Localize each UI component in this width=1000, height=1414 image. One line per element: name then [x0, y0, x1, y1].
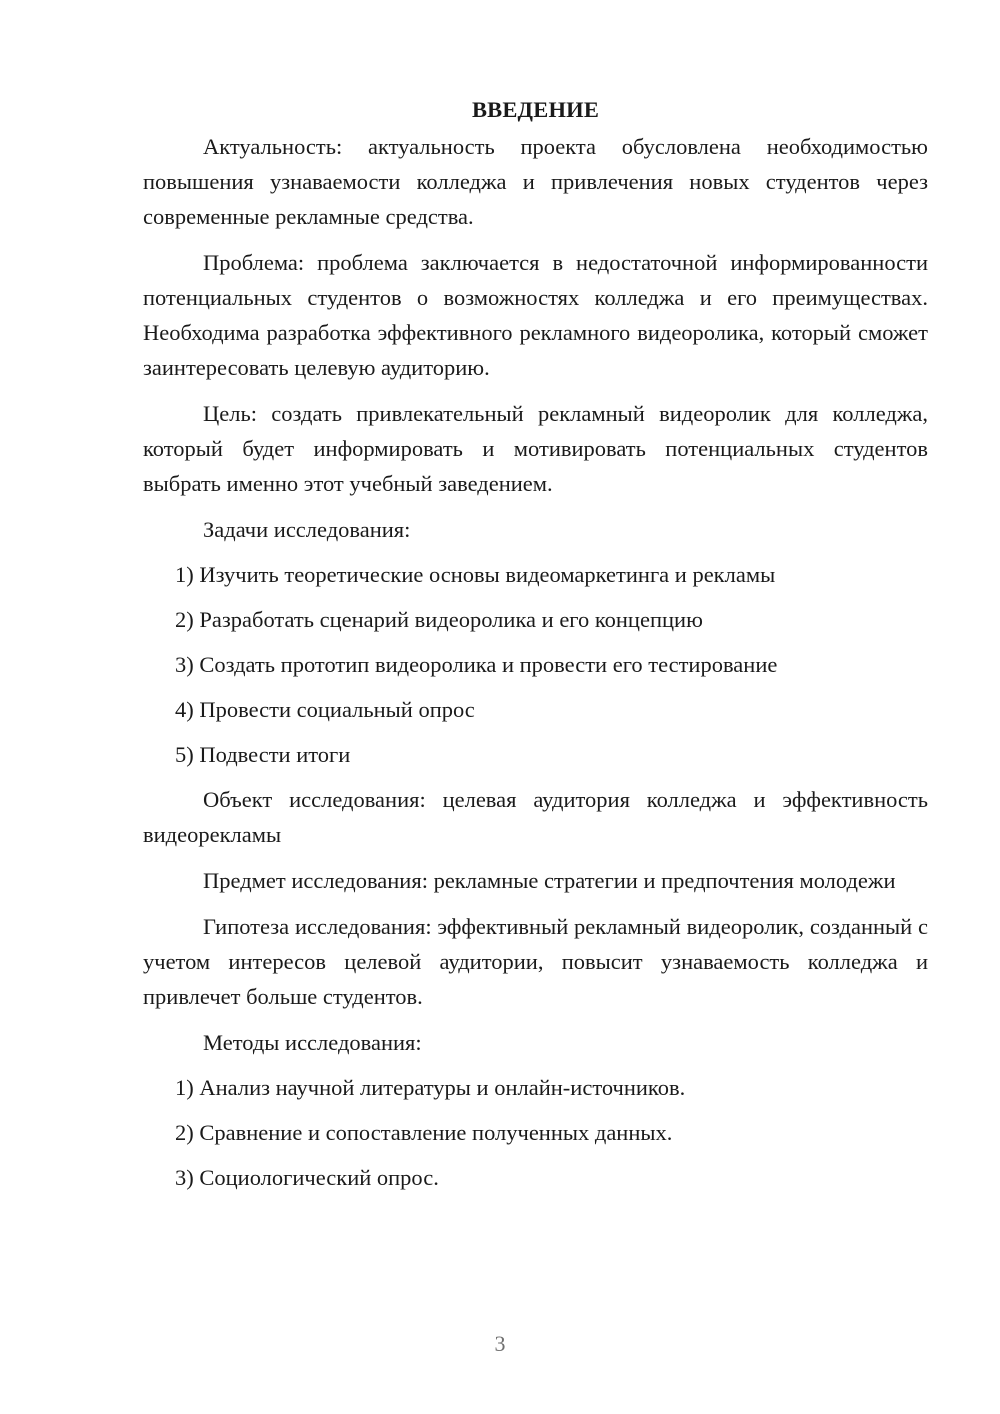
problem-paragraph: Проблема: проблема заключается в недостаточной информированности потенциальных студентов о возможностях колледжа и его преимуществах. Необходима разработка эффективного рекламного видеоролика, который сможет заинтересовать целевую аудиторию. — [143, 250, 928, 380]
list-item: 2) Разработать сценарий видеоролика и его концепцию — [175, 607, 703, 632]
goal-paragraph: Цель: создать привлекательный рекламный видеоролик для колледжа, который будет информировать и мотивировать потенциальных студентов выбрать именно этот учебный заведением. — [143, 401, 928, 496]
list-item: 1) Анализ научной литературы и онлайн-источников. — [175, 1075, 686, 1100]
document-page — [143, 92, 928, 1205]
list-item: 5) Подвести итоги — [175, 742, 351, 767]
relevance-paragraph: Актуальность: актуальность проекта обусловлена необходимостью повышения узнаваемости колледжа и привлечения новых студентов через современные рекламные средства. — [143, 134, 928, 229]
list-item: 2) Сравнение и сопоставление полученных данных. — [175, 1120, 673, 1145]
list-item: 1) Изучить теоретические основы видеомаркетинга и рекламы — [175, 562, 776, 587]
list-item: 3) Создать прототип видеоролика и провести его тестирование — [175, 652, 778, 677]
document-title: ВВЕДЕНИЕ — [471, 97, 600, 122]
methods-list — [143, 1070, 928, 1195]
tasks-label: Задачи исследования: — [203, 517, 411, 542]
list-item: 3) Социологический опрос. — [175, 1165, 439, 1190]
tasks-list — [143, 557, 928, 772]
methods-label: Методы исследования: — [203, 1030, 422, 1055]
object-paragraph: Объект исследования: целевая аудитория колледжа и эффективность видеорекламы — [143, 787, 928, 847]
hypothesis-paragraph: Гипотеза исследования: эффективный рекламный видеоролик, созданный с учетом интересов целевой аудитории, повысит узнаваемость колледжа и привлечет больше студентов. — [143, 914, 928, 1009]
page-number: 3 — [494, 1331, 506, 1356]
subject-paragraph: Предмет исследования: рекламные стратегии и предпочтения молодежи — [203, 868, 896, 893]
list-item: 4) Провести социальный опрос — [175, 697, 475, 722]
